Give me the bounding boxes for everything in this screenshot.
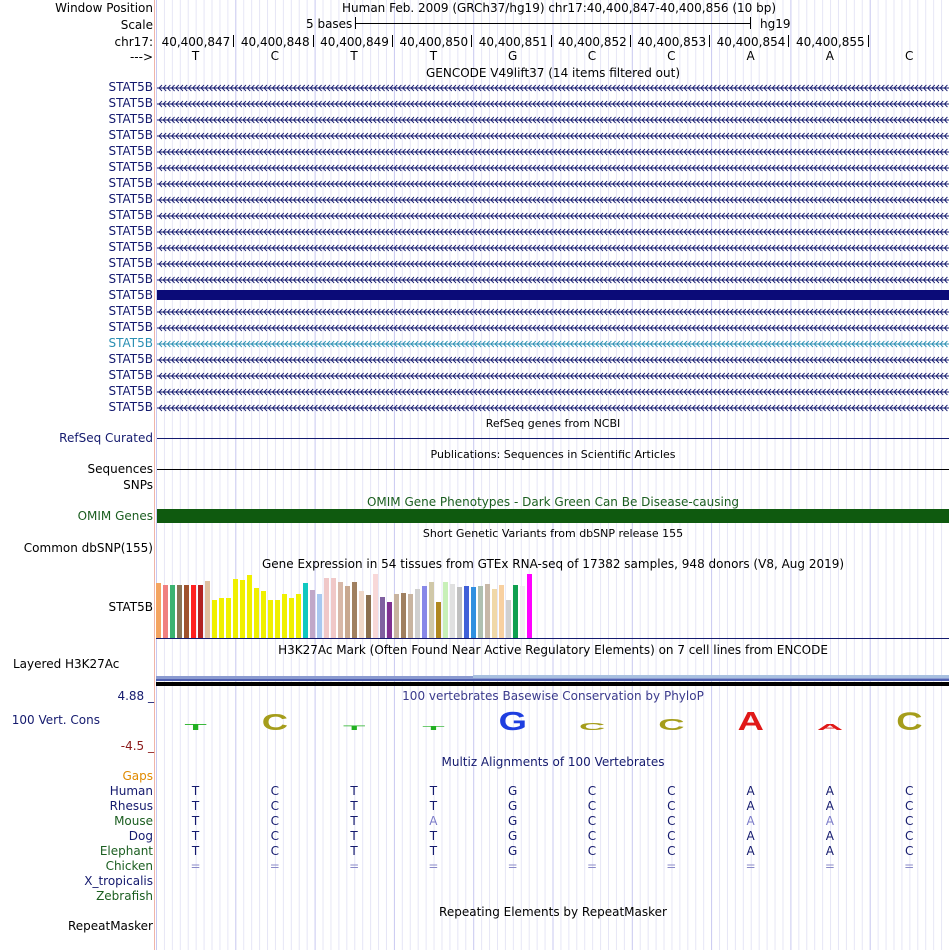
gencode-item-label[interactable]: STAT5B [108, 192, 153, 206]
gencode-arrow [157, 99, 949, 109]
gtex-bar[interactable] [499, 585, 504, 638]
gtex-bar[interactable] [205, 581, 210, 638]
omim-title[interactable]: OMIM Gene Phenotypes - Dark Green Can Be Disease-causing [366, 495, 740, 509]
coordinate-label: 40,400,848 [240, 35, 310, 49]
alignment-base: C [270, 829, 279, 843]
gtex-bar[interactable] [324, 578, 329, 638]
base-letter: G [508, 49, 518, 63]
alignment-base: A [825, 784, 834, 798]
gtex-bar[interactable] [471, 587, 476, 638]
gtex-bar[interactable] [429, 582, 434, 638]
alignment-base: A [746, 784, 755, 798]
gencode-arrow [157, 403, 949, 413]
gtex-bar[interactable] [366, 595, 371, 638]
alignment-base: = [428, 859, 439, 873]
gencode-feature[interactable] [157, 114, 949, 124]
assembly-position: Human Feb. 2009 (GRCh37/hg19) chr17:40,400,847-40,400,856 (10 bp) [342, 1, 777, 15]
coordinate-label: 40,400,852 [558, 35, 627, 49]
gtex-bar[interactable] [436, 602, 441, 638]
gencode-item-label[interactable]: STAT5B [108, 272, 153, 286]
gencode-item-label[interactable]: STAT5B [108, 240, 153, 254]
gtex-bar[interactable] [198, 585, 203, 638]
gtex-bar[interactable] [163, 585, 168, 638]
gtex-bar[interactable] [254, 588, 259, 638]
base-letter: T [429, 49, 438, 63]
gtex-bar[interactable] [401, 593, 406, 638]
h3k27ac-layer-3 [156, 679, 949, 681]
conservation-letter[interactable]: A [816, 722, 844, 732]
gencode-item-label[interactable]: STAT5B [108, 208, 153, 222]
gtex-bar[interactable] [422, 586, 427, 638]
gencode-feature[interactable] [157, 338, 949, 348]
gencode-item-label[interactable]: STAT5B [108, 256, 153, 270]
gencode-feature[interactable] [157, 306, 949, 316]
gencode-item-label[interactable]: STAT5B [108, 144, 153, 158]
gtex-bar-chart[interactable] [156, 572, 556, 638]
alignment-base: A [746, 799, 755, 813]
scale-bar-end [750, 17, 751, 29]
gencode-item-label[interactable]: STAT5B [108, 384, 153, 398]
gtex-bar[interactable] [408, 594, 413, 638]
h3k27ac-layer-2 [473, 675, 949, 678]
alignment-base: = [507, 859, 518, 873]
multiz-title[interactable]: Multiz Alignments of 100 Vertebrates [441, 755, 665, 769]
alignment-base: T [350, 844, 358, 858]
base-letter: A [746, 49, 755, 63]
gtex-bar[interactable] [415, 589, 420, 638]
alignment-base: T [191, 814, 200, 828]
species-label[interactable]: Elephant [99, 844, 153, 858]
refseq-label[interactable]: RefSeq Curated [59, 431, 153, 445]
coordinate-label: 40,400,847 [161, 35, 231, 49]
alignment-base: C [904, 799, 914, 813]
gtex-bar[interactable] [464, 586, 469, 638]
alignment-base: C [270, 814, 279, 828]
scale-text: 5 bases [306, 17, 353, 31]
scale-bar-start [355, 17, 356, 29]
gtex-baseline [156, 638, 949, 639]
refseq-feature[interactable] [157, 438, 949, 439]
gencode-arrow [157, 307, 949, 317]
gtex-bar[interactable] [177, 585, 182, 638]
gtex-bar[interactable] [240, 580, 245, 638]
species-label[interactable]: Mouse [114, 814, 153, 828]
alignment-base: T [429, 799, 438, 813]
alignment-base: G [508, 814, 518, 828]
gtex-bar[interactable] [380, 597, 385, 638]
gencode-arrow [157, 227, 949, 237]
alignment-base: C [587, 844, 597, 858]
gtex-bar[interactable] [478, 586, 483, 638]
gtex-bar[interactable] [513, 585, 518, 638]
omim-feature[interactable] [157, 509, 949, 523]
alignment-base: C [904, 844, 914, 858]
coordinate-label: 40,400,854 [716, 35, 786, 49]
gtex-bar[interactable] [289, 598, 294, 638]
gtex-bar[interactable] [345, 586, 350, 638]
alignment-base: T [191, 829, 200, 843]
species-label[interactable]: X_tropicalis [84, 874, 153, 888]
omim-label[interactable]: OMIM Genes [77, 509, 153, 523]
cons-title[interactable]: 100 vertebrates Basewise Conservation by PhyloP [402, 689, 704, 703]
gtex-bar[interactable] [373, 574, 378, 638]
scale-bar [355, 23, 751, 24]
gencode-arrow [157, 371, 949, 381]
gencode-arrow [157, 115, 949, 125]
base-letter: C [667, 49, 676, 63]
dbsnp-label[interactable]: Common dbSNP(155) [23, 541, 153, 555]
species-label[interactable]: Dog [128, 829, 153, 843]
alignment-base: G [508, 799, 518, 813]
conservation-letter[interactable]: T [422, 725, 445, 732]
alignment-base: C [587, 814, 597, 828]
gencode-arrow [157, 275, 949, 285]
gtex-bar[interactable] [184, 585, 189, 638]
gencode-item-label[interactable]: STAT5B [108, 80, 153, 94]
alignment-base: C [270, 784, 279, 798]
alignment-base: T [350, 829, 358, 843]
conservation-letter[interactable]: C [658, 716, 685, 732]
gencode-arrow [157, 83, 949, 93]
gencode-item-label[interactable]: STAT5B [108, 304, 153, 318]
gencode-arrow [157, 259, 949, 269]
gtex-bar[interactable] [268, 600, 273, 638]
rmsk-title[interactable]: Repeating Elements by RepeatMasker [439, 905, 667, 919]
gtex-bar[interactable] [156, 583, 161, 638]
cons-max: 4.88 _ [117, 689, 154, 703]
gencode-feature[interactable] [157, 178, 949, 188]
alignment-base: G [508, 844, 518, 858]
gtex-bar[interactable] [247, 575, 252, 638]
alignment-base: C [270, 844, 279, 858]
alignment-base: A [746, 814, 755, 828]
scale-db: hg19 [760, 17, 791, 31]
gencode-feature[interactable] [157, 322, 949, 332]
gtex-bar[interactable] [212, 600, 217, 638]
alignment-base: G [508, 829, 518, 843]
alignment-base: = [349, 859, 360, 873]
alignment-base: C [904, 784, 914, 798]
coordinate-label: 40,400,850 [399, 35, 469, 49]
gencode-item-label[interactable]: STAT5B [108, 352, 153, 366]
conservation-letter[interactable]: C [261, 709, 289, 732]
alignment-base: = [586, 859, 598, 873]
gencode-feature[interactable] [157, 162, 949, 172]
gtex-bar[interactable] [527, 574, 532, 638]
conservation-letter[interactable]: T [184, 722, 207, 732]
dbsnp-title[interactable]: Short Genetic Variants from dbSNP release 155 [422, 527, 684, 540]
cons-label[interactable]: 100 Vert. Cons [11, 713, 100, 727]
alignment-base: C [587, 784, 597, 798]
coordinate-label: 40,400,853 [637, 35, 707, 49]
snps-label[interactable]: SNPs [123, 478, 153, 492]
gtex-bar[interactable] [219, 598, 224, 638]
gencode-feature[interactable] [157, 386, 949, 396]
base-letter: T [191, 49, 200, 63]
alignment-base: A [825, 799, 834, 813]
gtex-bar[interactable] [170, 585, 175, 638]
species-label[interactable]: Human [109, 784, 153, 798]
alignment-base: = [190, 859, 201, 873]
gencode-item-label[interactable]: STAT5B [108, 112, 153, 126]
alignment-base: = [269, 859, 280, 873]
alignment-base: T [429, 784, 438, 798]
alignment-base: T [191, 784, 200, 798]
h3k27ac-layer-4 [156, 682, 949, 686]
gencode-feature[interactable] [157, 274, 949, 284]
species-label[interactable]: Zebrafish [96, 889, 153, 903]
gencode-feature[interactable] [157, 210, 949, 220]
label-separator [154, 0, 155, 950]
alignment-base: C [904, 829, 914, 843]
conservation-letter[interactable]: C [579, 720, 606, 732]
gencode-arrow [157, 147, 949, 157]
alignment-base: C [667, 784, 676, 798]
alignment-base: T [429, 844, 438, 858]
chrom-label[interactable]: chr17: [114, 35, 153, 49]
alignment-base: T [350, 799, 358, 813]
rmsk-label[interactable]: RepeatMasker [67, 919, 153, 933]
gaps-label[interactable]: Gaps [122, 769, 153, 783]
alignment-base: C [904, 814, 914, 828]
alignment-base: C [587, 799, 597, 813]
gencode-feature[interactable] [157, 402, 949, 412]
gencode-arrow [157, 387, 949, 397]
gtex-bar[interactable] [233, 579, 238, 638]
gtex-bar[interactable] [387, 602, 392, 638]
gtex-bar[interactable] [443, 582, 448, 638]
gencode-item-label[interactable]: STAT5B [108, 96, 153, 110]
coordinate-label: 40,400,849 [320, 35, 389, 49]
gencode-feature[interactable] [157, 226, 949, 236]
gencode-feature[interactable] [157, 258, 949, 268]
gtex-bar[interactable] [310, 590, 315, 638]
alignment-base: G [508, 784, 518, 798]
gencode-arrow [157, 163, 949, 173]
gtex-bar[interactable] [359, 591, 364, 638]
gtex-bar[interactable] [331, 578, 336, 638]
alignment-base: C [667, 814, 676, 828]
conservation-letter[interactable]: A [737, 706, 764, 732]
pubs-title[interactable]: Publications: Sequences in Scientific Articles [430, 448, 676, 461]
gtex-bar[interactable] [275, 600, 280, 638]
h3k27ac-label[interactable]: Layered H3K27Ac [13, 657, 120, 671]
coordinate-tick [868, 35, 869, 47]
alignment-base: A [429, 814, 438, 828]
gtex-bar[interactable] [226, 598, 231, 638]
gencode-arrow [157, 323, 949, 333]
conservation-logo[interactable] [156, 702, 950, 732]
alignment-base: C [667, 799, 676, 813]
gtex-title[interactable]: Gene Expression in 54 tissues from GTEx RNA-seq of 17382 samples, 948 donors (V8, Aug 2019) [261, 557, 845, 571]
gencode-item-label[interactable]: STAT5B [108, 320, 153, 334]
gencode-title[interactable]: GENCODE V49lift37 (14 items filtered out) [425, 66, 680, 80]
alignment-base: = [745, 859, 756, 873]
base-letter: C [587, 49, 597, 63]
alignment-base: = [824, 859, 835, 873]
gencode-arrow [157, 131, 949, 141]
gencode-arrow [157, 211, 949, 221]
gtex-bar[interactable] [457, 587, 462, 638]
scale-label[interactable]: Scale [120, 18, 153, 32]
gencode-exon[interactable] [157, 290, 949, 300]
gencode-arrow [157, 179, 949, 189]
refseq-title[interactable]: RefSeq genes from NCBI [485, 417, 621, 430]
gencode-feature[interactable] [157, 370, 949, 380]
gencode-item-label[interactable]: STAT5B [108, 400, 153, 414]
gtex-bar[interactable] [191, 585, 196, 638]
gencode-feature[interactable] [157, 82, 949, 92]
gencode-arrow [157, 339, 949, 349]
gencode-arrow [157, 195, 949, 205]
gtex-bar[interactable] [485, 584, 490, 638]
gencode-item-label[interactable]: STAT5B [108, 336, 153, 350]
gtex-bar[interactable] [296, 594, 301, 638]
alignment-base: C [270, 799, 279, 813]
gtex-bar[interactable] [261, 591, 266, 638]
gencode-item-label[interactable]: STAT5B [108, 176, 153, 190]
alignment-base: T [191, 844, 200, 858]
base-letter: A [825, 49, 834, 63]
alignment-base: T [191, 799, 200, 813]
sequences-label[interactable]: Sequences [87, 462, 153, 476]
gencode-item-label[interactable]: STAT5B [108, 288, 153, 302]
window-position-label[interactable]: Window Position [55, 1, 153, 15]
gencode-item-label[interactable]: STAT5B [108, 368, 153, 382]
species-label[interactable]: Chicken [105, 859, 153, 873]
base-letter: C [904, 49, 914, 63]
gencode-item-label[interactable]: STAT5B [108, 160, 153, 174]
gtex-bar[interactable] [394, 594, 399, 638]
alignment-base: A [825, 829, 834, 843]
gencode-arrow [157, 243, 949, 253]
base-letter: C [270, 49, 279, 63]
alignment-base: A [825, 844, 834, 858]
alignment-base: A [825, 814, 834, 828]
pubs-feature[interactable] [157, 469, 949, 470]
gtex-gene-label[interactable]: STAT5B [108, 600, 153, 614]
gtex-bar[interactable] [338, 582, 343, 638]
coordinate-label: 40,400,851 [478, 35, 548, 49]
gencode-item-label[interactable]: STAT5B [108, 224, 153, 238]
alignment-base: T [350, 784, 358, 798]
gtex-bar[interactable] [506, 600, 511, 638]
base-letter: T [350, 49, 358, 63]
conservation-letter[interactable]: T [343, 724, 366, 732]
conservation-letter[interactable]: G [498, 706, 528, 732]
gtex-bar[interactable] [520, 586, 525, 638]
gtex-bar[interactable] [317, 594, 322, 638]
alignment-base: T [429, 829, 438, 843]
gtex-bar[interactable] [450, 584, 455, 638]
gtex-bar[interactable] [303, 583, 308, 638]
species-label[interactable]: Rhesus [109, 799, 153, 813]
gencode-feature[interactable] [157, 354, 949, 364]
gencode-feature[interactable] [157, 194, 949, 204]
coordinate-label: 40,400,855 [795, 35, 865, 49]
alignment-base: A [746, 829, 755, 843]
alignment-base: C [667, 829, 676, 843]
alignment-base: C [587, 829, 597, 843]
h3k27ac-title[interactable]: H3K27Ac Mark (Often Found Near Active Regulatory Elements) on 7 cell lines from ENCODE [278, 643, 828, 657]
gencode-feature[interactable] [157, 242, 949, 252]
gtex-bar[interactable] [282, 594, 287, 638]
alignment-base: T [350, 814, 358, 828]
alignment-base: = [904, 859, 915, 873]
gencode-feature[interactable] [157, 130, 949, 140]
alignment-base: = [666, 859, 677, 873]
gtex-bar[interactable] [352, 582, 357, 638]
gencode-feature[interactable] [157, 146, 949, 156]
gencode-feature[interactable] [157, 98, 949, 108]
gencode-item-label[interactable]: STAT5B [108, 128, 153, 142]
cons-min: -4.5 _ [120, 739, 154, 753]
gtex-bar[interactable] [492, 589, 497, 638]
conservation-letter[interactable]: C [896, 707, 923, 732]
alignment-base: A [746, 844, 755, 858]
alignment-base: C [667, 844, 676, 858]
strand-label[interactable]: ---> [129, 50, 153, 64]
gencode-arrow [157, 355, 949, 365]
